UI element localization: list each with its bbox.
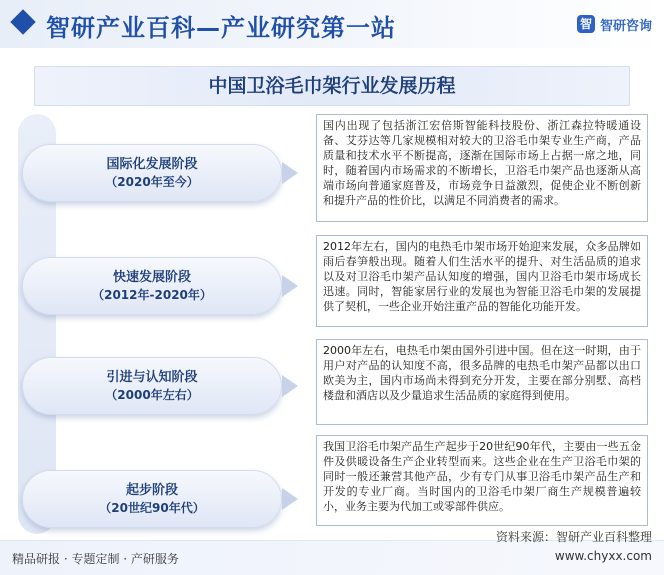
title-band	[34, 66, 630, 106]
stage-description: 2012年左右，国内的电热毛巾架市场开始迎来发展，众多品牌如雨后春笋般出现。随着人们生活水平的提升、对生活品质的追求以及对卫浴毛巾架产品认知度的增强，国内卫浴毛巾架市场成长迅速。同时，智能家居行业的发展也为智能卫浴毛巾架的发展提供了契机，一些企业开始注重产品的智能化功能开发。	[316, 235, 648, 327]
arrow-right-icon	[282, 162, 298, 184]
header-title: 智研产业百科—产业研究第一站	[46, 14, 396, 42]
stage-beginning	[22, 470, 282, 528]
brand-name: 智研咨询	[599, 18, 652, 34]
arrow-right-icon	[282, 375, 298, 397]
header-bar	[0, 0, 664, 48]
brand-logo-icon: 智	[577, 15, 595, 33]
brand[interactable]	[577, 14, 652, 34]
footer-services: 精品研报 · 专题定制 · 产研服务	[12, 552, 179, 566]
stage-period: （20世纪90年代）	[99, 501, 205, 515]
diamond-icon	[10, 9, 35, 34]
stage-name: 引进与认知阶段	[106, 370, 198, 385]
stage-rapid-growth	[22, 257, 282, 315]
stage-description: 我国卫浴毛巾架产品生产起步于20世纪90年代，主要由一些五金件及供暖设备生产企业转型而来。这些企业在生产卫浴毛巾架的同时一般还兼营其他产品，少有专门从事卫浴毛巾架产品生产和开发的专业厂商。当时国内的卫浴毛巾架厂商生产规模普遍较小，业务主要为代加工或零部件供应。	[316, 435, 648, 526]
stage-description: 2000年左右，电热毛巾架由国外引进中国。但在这一时期，由于用户对产品的认知度不高，很多品牌的电热毛巾架产品都以出口欧美为主，国内市场尚未得到充分开发，主要在部分别墅、高档楼盘和酒店以及少量追求生活品质的家庭得到使用。	[316, 339, 648, 425]
arrow-right-icon	[282, 488, 298, 510]
page-title: 中国卫浴毛巾架行业发展历程	[208, 75, 456, 97]
source-note: 资料来源：智研产业百科整理	[495, 530, 652, 544]
stage-international	[22, 144, 282, 202]
stage-name: 快速发展阶段	[112, 270, 191, 285]
stage-period: （2000年左右）	[105, 388, 199, 402]
stage-name: 起步阶段	[125, 483, 178, 498]
stage-introduction	[22, 357, 282, 415]
stage-period: （2020年至今）	[105, 175, 199, 189]
stage-description: 国内出现了包括浙江宏倍斯智能科技股份、浙江森拉特暖通设备、艾芬达等几家规模相对较大的卫浴毛巾架专业生产商，产品质量和技术水平不断提高，逐渐在国际市场上占据一席之地，同时，随着国内市场需求的不断增长，卫浴毛巾架产品也逐渐从高端市场向普通家庭普及，市场竞争日益激烈，促使企业不断创新和提升产品的性价比，以满足不同消费者的需求。	[316, 114, 648, 222]
arrow-right-icon	[282, 275, 298, 297]
stage-period: （2012年-2020年）	[92, 288, 212, 302]
stage-name: 国际化发展阶段	[106, 157, 198, 172]
footer-url[interactable]: www.chyxx.com	[554, 549, 652, 563]
